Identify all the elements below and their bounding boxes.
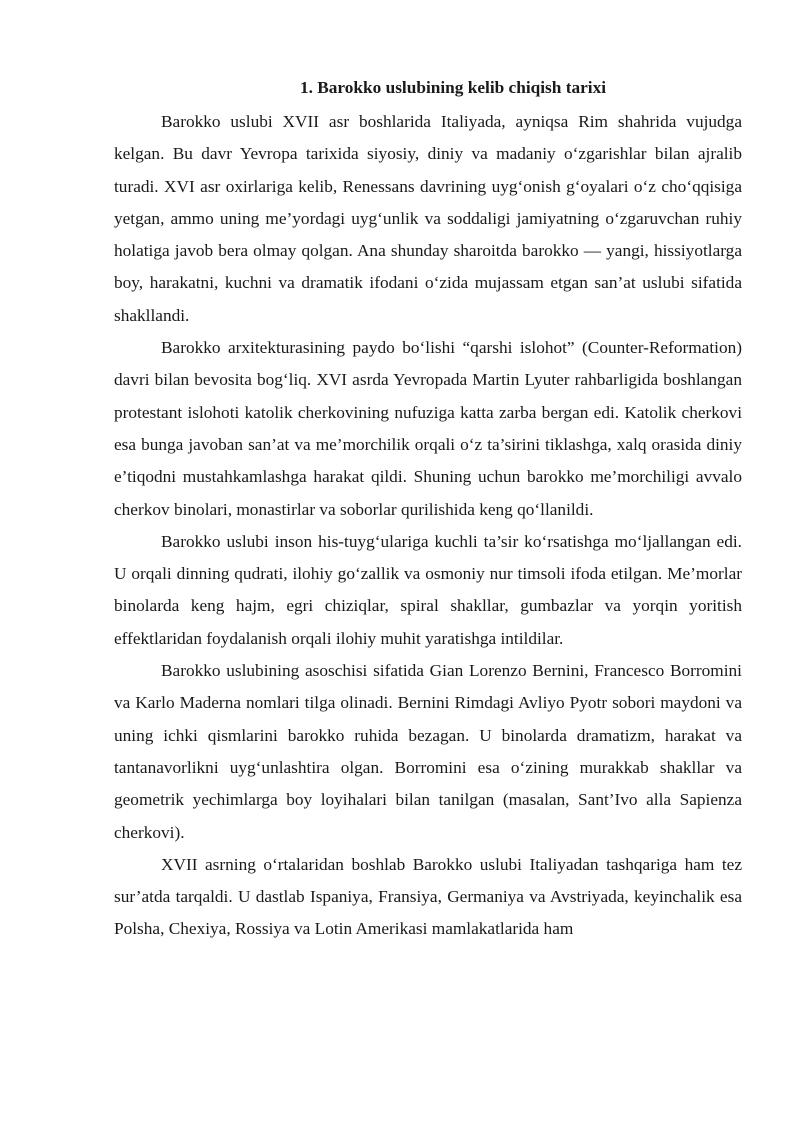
document-body — [114, 74, 742, 946]
paragraph-1: Barokko uslubi XVII asr boshlarida Italiyada, ayniqsa Rim shahrida vujudga kelgan. Bu davr Yevropa tarixida siyosiy, diniy va madaniy o‘zgarishlar bilan ajralib turadi. XVI asr oxirlariga kelib, Renessans davrining uyg‘onish g‘oyalari o‘z cho‘qqisiga yetgan, ammo uning me’yordagi uyg‘unlik va soddaligi jamiyatning o‘zgaruvchan ruhiy holatiga javob bera olmay qolgan. Ana shunday sharoitda barokko — yangi, hissiyotlarga boy, harakatni, kuchni va dramatik ifodani o‘zida mujassam etgan san’at uslubi sifatida shakllandi. — [114, 112, 742, 325]
paragraph-2: Barokko arxitekturasining paydo bo‘lishi “qarshi islohot” (Counter-Reformation) davri bilan bevosita bog‘liq. XVI asrda Yevropada Martin Lyuter rahbarligida boshlangan protestant islohoti katolik cherkovining nufuziga katta zarba bergan edi. Katolik cherkovi esa bunga javoban san’at va me’morchilik orqali o‘z ta’sirini tiklashga, xalq orasida diniy e’tiqodni mustahkamlashga harakat qildi. Shuning uchun barokko me’morchiligi avvalo cherkov binolari, monastirlar va soborlar qurilishida keng qo‘llanildi. — [114, 338, 742, 519]
section-title: 1. Barokko uslubining kelib chiqish tarixi — [299, 78, 607, 97]
paragraph-4: Barokko uslubining asoschisi sifatida Gian Lorenzo Bernini, Francesco Borromini va Karlo Maderna nomlari tilga olinadi. Bernini Rimdagi Avliyo Pyotr sobori maydoni va uning ichki qismlarini barokko ruhida bezagan. U binolarda dramatizm, harakat va tantanavorlikni uyg‘unlashtira olgan. Borromini esa o‘zining murakkab shakllar va geometrik yechimlarga boy loyihalari bilan tanilgan (masalan, Sant’Ivo alla Sapienza cherkovi). — [114, 661, 742, 842]
paragraph-5: XVII asrning o‘rtalaridan boshlab Barokko uslubi Italiyadan tashqariga ham tez sur’atda tarqaldi. U dastlab Ispaniya, Fransiya, Germaniya va Avstriyada, keyinchalik esa Polsha, Chexiya, Rossiya va Lotin Amerikasi mamlakatlarida ham — [114, 854, 742, 939]
paragraph-3: Barokko uslubi inson his-tuyg‘ulariga kuchli ta’sir ko‘rsatishga mo‘ljallangan edi. U orqali dinning qudrati, ilohiy go‘zallik va osmoniy nur timsoli ifoda etilgan. Me’morlar binolarda keng hajm, egri chiziqlar, spiral shakllar, gumbazlar va yorqin yoritish effektlaridan foydalanish orqali ilohiy muhit yaratishga intildilar. — [114, 531, 742, 648]
